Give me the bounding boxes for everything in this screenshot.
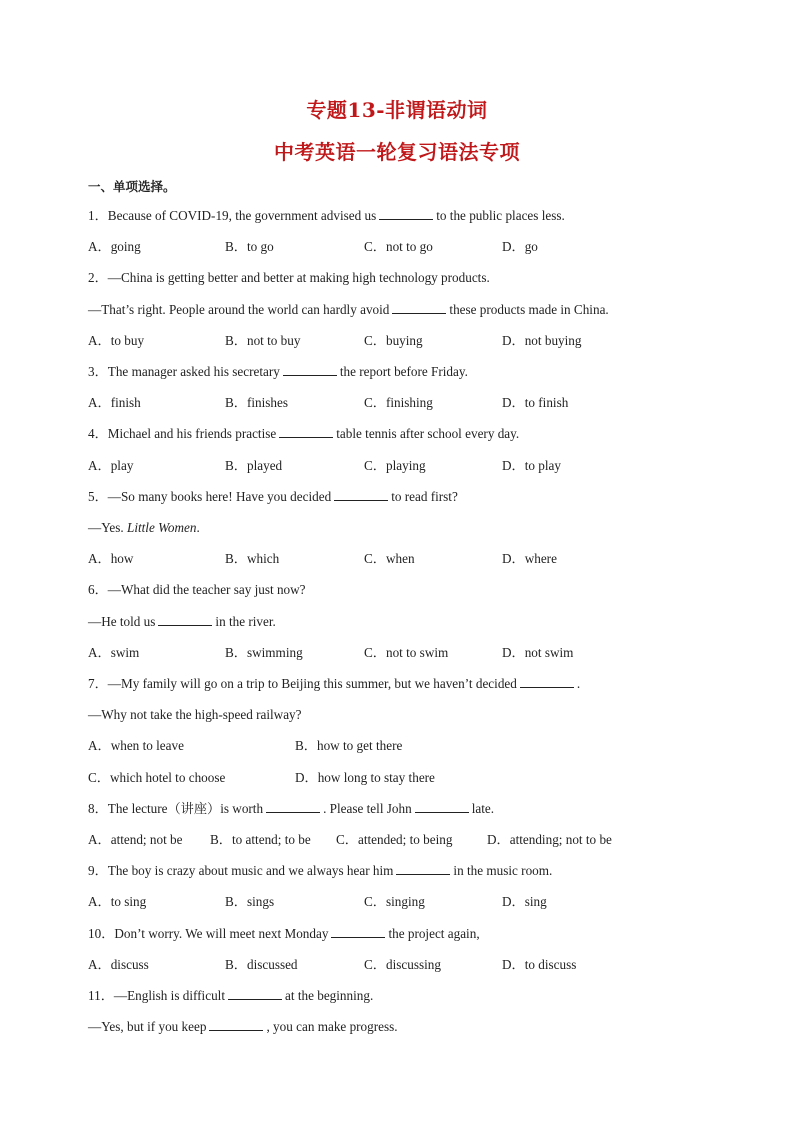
option-d: D．how long to stay there	[295, 770, 435, 785]
question-text: .	[576, 676, 581, 691]
question-text: 11．—English is difficult	[88, 988, 225, 1003]
question-11-reply	[88, 1018, 398, 1036]
answer-blank	[379, 207, 433, 220]
question-text: . Please tell John	[323, 801, 412, 816]
answer-blank	[228, 987, 282, 1000]
option-b: B．discussed	[225, 957, 298, 972]
question-text: late.	[471, 801, 495, 816]
option-c: C．attended; to being	[336, 832, 453, 847]
question-text: in the river.	[215, 614, 276, 629]
option-c: C．discussing	[364, 957, 441, 972]
book-title: Little Women	[126, 520, 197, 535]
option-d: D．not buying	[502, 333, 582, 348]
question-8	[88, 800, 494, 818]
question-text: the project again,	[388, 926, 480, 941]
option-b: B．which	[225, 551, 280, 566]
option-a: A．when to leave	[88, 738, 184, 753]
option-d: D．where	[502, 551, 557, 566]
option-d: D．go	[502, 239, 538, 254]
question-text: 4．Michael and his friends practise	[88, 426, 277, 441]
section-heading: 一、单项选择。	[88, 179, 176, 194]
question-text: 9．The boy is crazy about music and we always hear him	[88, 863, 394, 878]
question-6-reply	[88, 613, 276, 631]
option-d: D．to play	[502, 458, 561, 473]
question-4	[88, 425, 519, 443]
option-a: A．discuss	[88, 957, 149, 972]
option-d: D．not swim	[502, 645, 574, 660]
document-subtitle: 中考英语一轮复习语法专项	[274, 140, 520, 164]
answer-blank	[392, 301, 446, 314]
option-a: A．swim	[88, 645, 140, 660]
question-text: 10．Don’t worry. We will meet next Monday	[88, 926, 329, 941]
question-11	[88, 987, 373, 1005]
answer-blank	[283, 363, 337, 376]
question-text: in the music room.	[453, 863, 553, 878]
answer-blank	[415, 800, 469, 813]
question-text: —Yes, but if you keep	[88, 1019, 207, 1034]
option-a: A．going	[88, 239, 141, 254]
option-c: C．buying	[364, 333, 423, 348]
option-b: B．to attend; to be	[210, 832, 311, 847]
question-5-reply	[88, 519, 200, 537]
answer-blank	[209, 1018, 263, 1031]
question-text: at the beginning.	[285, 988, 374, 1003]
answer-blank	[279, 425, 333, 438]
option-b: B．swimming	[225, 645, 303, 660]
question-text: —That’s right. People around the world can hardly avoid	[88, 302, 390, 317]
document-title: 专题13-非谓语动词	[306, 98, 488, 122]
question-5	[88, 488, 458, 506]
option-a: A．play	[88, 458, 134, 473]
question-text: 3．The manager asked his secretary	[88, 364, 280, 379]
question-2: 2．—China is getting better and better at making high technology products.	[88, 270, 490, 285]
option-d: D．to discuss	[502, 957, 577, 972]
answer-blank	[331, 925, 385, 938]
question-text: to the public places less.	[436, 208, 565, 223]
option-c: C．not to swim	[364, 645, 449, 660]
question-text: 7．—My family will go on a trip to Beijing this summer, but we haven’t decided	[88, 676, 517, 691]
answer-blank	[396, 862, 450, 875]
question-2-reply	[88, 301, 609, 319]
option-b: B．sings	[225, 894, 275, 909]
question-text: table tennis after school every day.	[336, 426, 520, 441]
question-3	[88, 363, 468, 381]
option-d: D．attending; not to be	[487, 832, 612, 847]
question-text: to read first?	[391, 489, 458, 504]
option-b: B．how to get there	[295, 738, 403, 753]
option-d: D．sing	[502, 894, 547, 909]
option-a: A．to sing	[88, 894, 147, 909]
question-text: the report before Friday.	[339, 364, 468, 379]
option-a: A．how	[88, 551, 134, 566]
option-b: B．to go	[225, 239, 274, 254]
question-text: —Yes.	[88, 520, 124, 535]
option-b: B．finishes	[225, 395, 289, 410]
question-7	[88, 675, 580, 693]
answer-blank	[334, 488, 388, 501]
question-text: 5．—So many books here! Have you decided	[88, 489, 332, 504]
answer-blank	[158, 613, 212, 626]
question-text: .	[196, 520, 200, 535]
option-d: D．to finish	[502, 395, 569, 410]
option-c: C．when	[364, 551, 415, 566]
option-c: C．which hotel to choose	[88, 770, 226, 785]
question-1	[88, 207, 565, 225]
option-b: B．not to buy	[225, 333, 301, 348]
question-9	[88, 862, 552, 880]
question-text: 8．The lecture（讲座）is worth	[88, 801, 264, 816]
option-a: A．to buy	[88, 333, 145, 348]
question-7-reply: —Why not take the high-speed railway?	[88, 707, 302, 722]
question-10	[88, 925, 480, 943]
answer-blank	[520, 675, 574, 688]
option-c: C．finishing	[364, 395, 433, 410]
question-6: 6．—What did the teacher say just now?	[88, 582, 306, 597]
question-text: these products made in China.	[449, 302, 609, 317]
option-b: B．played	[225, 458, 283, 473]
question-text: —He told us	[88, 614, 156, 629]
option-c: C．playing	[364, 458, 426, 473]
option-c: C．not to go	[364, 239, 433, 254]
answer-blank	[266, 800, 320, 813]
option-a: A．attend; not be	[88, 832, 183, 847]
question-text: 1．Because of COVID-19, the government advised us	[88, 208, 377, 223]
option-a: A．finish	[88, 395, 141, 410]
option-c: C．singing	[364, 894, 425, 909]
question-text: , you can make progress.	[266, 1019, 398, 1034]
